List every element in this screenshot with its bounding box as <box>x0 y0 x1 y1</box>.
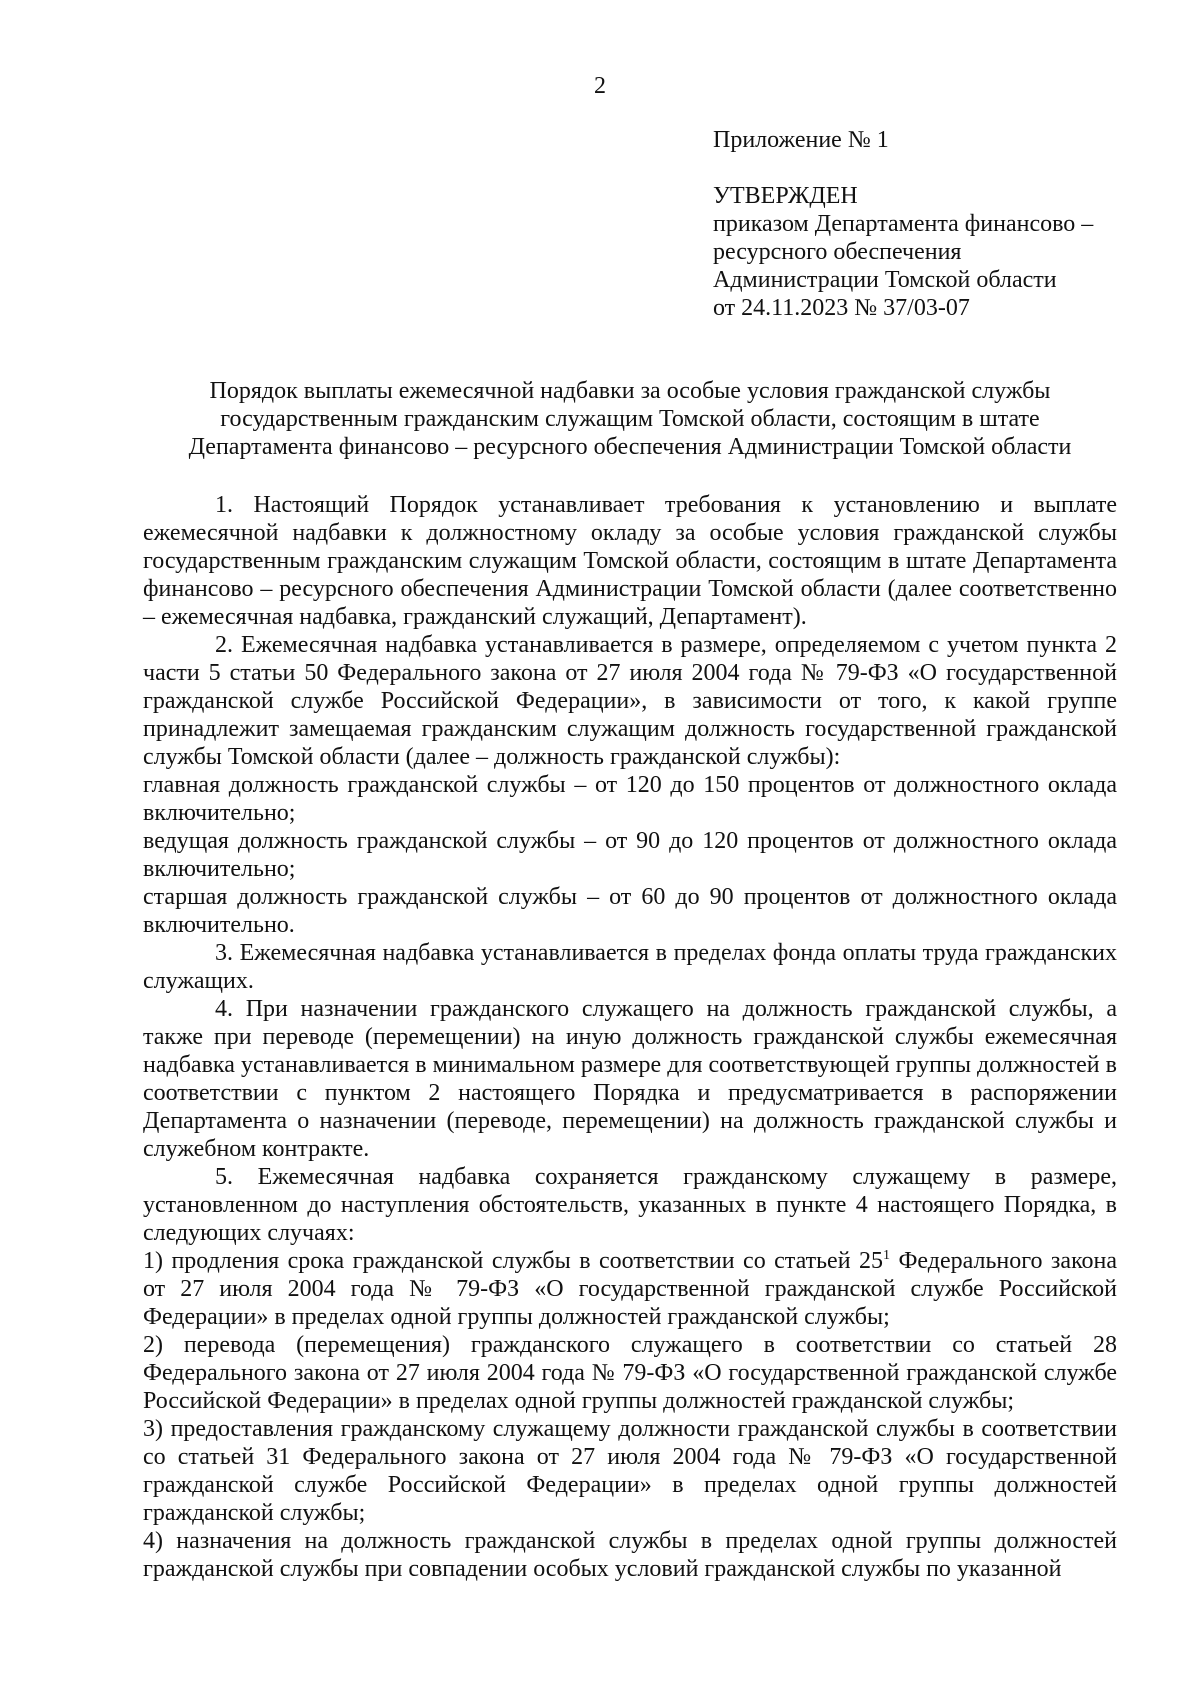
approval-line: Администрации Томской области <box>713 267 1057 293</box>
list-item-1-text: 1) продления срока гражданской службы в соответствии со статьей 25 <box>143 1248 883 1274</box>
paragraph-1: 1. Настоящий Порядок устанавливает требования к установлению и выплате ежемесячной надбавки к должностному окладу за особые условия гражданской службы государственным гражданским служащим Томской области, состоящим в штате Департамента финансово – ресурсного обеспечения Администрации Томской области (далее соответственно – ежемесячная надбавка, гражданский служащий, Департамент). <box>143 492 1117 630</box>
superscript: 1 <box>883 1248 890 1263</box>
approved-label: УТВЕРЖДЕН <box>713 183 858 209</box>
appendix-label: Приложение № 1 <box>713 127 889 153</box>
list-item-2: 2) перевода (перемещения) гражданского служащего в соответствии со статьей 28 Федерального закона от 27 июля 2004 года № 79-ФЗ «О государственной гражданской службе Российской Федерации» в пределах одной группы должностей гражданской службы; <box>143 1332 1117 1414</box>
list-item-3: 3) предоставления гражданскому служащему должности гражданской службы в соответствии со статьей 31 Федерального закона от 27 июля 2004 года № 79-ФЗ «О государственной гражданской службе Российской Федерации» в пределах одной группы должностей гражданской службы; <box>143 1416 1117 1526</box>
document-title <box>140 377 1120 461</box>
approval-line: приказом Департамента финансово – <box>713 211 1094 237</box>
approval-stamp <box>713 182 1173 322</box>
list-item-1 <box>143 1247 1117 1331</box>
group-senior: старшая должность гражданской службы – от 60 до 90 процентов от должностного оклада включительно. <box>143 884 1117 938</box>
document-body <box>143 491 1117 1583</box>
approval-block <box>713 126 1173 322</box>
title-line: Департамента финансово – ресурсного обеспечения Администрации Томской области <box>188 434 1072 460</box>
list-item-1-rest: Федерального закона от 27 июля 2004 года № 79-ФЗ «О государственной гражданской службе Российской Федерации» в пределах одной группы должностей гражданской службы; <box>143 1248 1118 1330</box>
paragraph-4: 4. При назначении гражданского служащего на должность гражданской службы, а также при переводе (перемещении) на иную должность гражданской службы ежемесячная надбавка устанавливается в минимальном размере для соответствующей группы должностей в соответствии с пунктом 2 настоящего Порядка и предусматривается в распоряжении Департамента о назначении (переводе, перемещении) на должность гражданской службы и служебном контракте. <box>143 996 1117 1162</box>
approval-line: ресурсного обеспечения <box>713 239 962 265</box>
page-number: 2 <box>594 73 606 99</box>
group-leading: ведущая должность гражданской службы – от 90 до 120 процентов от должностного оклада включительно; <box>143 828 1117 882</box>
paragraph-3: 3. Ежемесячная надбавка устанавливается в пределах фонда оплаты труда гражданских служащих. <box>143 940 1117 994</box>
group-main: главная должность гражданской службы – от 120 до 150 процентов от должностного оклада включительно; <box>143 772 1117 826</box>
approval-date-number: от 24.11.2023 № 37/03-07 <box>713 295 970 321</box>
paragraph-5: 5. Ежемесячная надбавка сохраняется гражданскому служащему в размере, установленном до наступления обстоятельств, указанных в пункте 4 настоящего Порядка, в следующих случаях: <box>143 1164 1117 1246</box>
paragraph-2: 2. Ежемесячная надбавка устанавливается в размере, определяемом с учетом пункта 2 части 5 статьи 50 Федерального закона от 27 июля 2004 года № 79-ФЗ «О государственной гражданской службе Российской Федерации», в зависимости от того, к какой группе принадлежит замещаемая гражданским служащим должность государственной гражданской службы Томской области (далее – должность гражданской службы): <box>143 632 1117 770</box>
title-line: государственным гражданским служащим Томской области, состоящим в штате <box>220 406 1040 432</box>
list-item-4: 4) назначения на должность гражданской службы в пределах одной группы должностей гражданской службы при совпадении особых условий гражданской службы по указанной <box>143 1528 1117 1582</box>
title-line: Порядок выплаты ежемесячной надбавки за особые условия гражданской службы <box>209 378 1051 404</box>
